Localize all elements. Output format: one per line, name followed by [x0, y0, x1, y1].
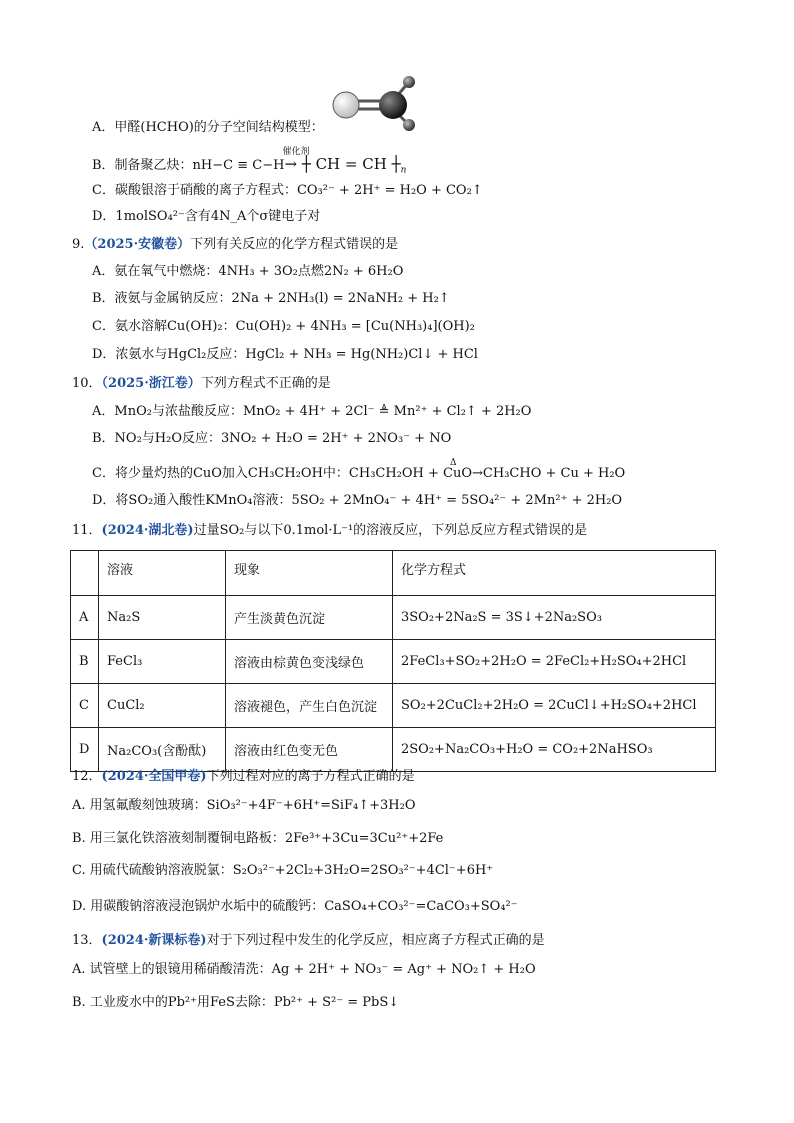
table-row: [71, 596, 716, 640]
q11-table: [70, 550, 716, 772]
table-header-row: [71, 551, 716, 596]
table-row: [71, 684, 716, 728]
table-cell: Na₂CO₃(含酚酞): [99, 728, 226, 772]
q10-option-c: C．将少量灼热的CuO加入CH₃CH₂OH中：CH₃CH₂OH + CuO→CH₃CHO + Cu + H₂O: [92, 466, 626, 481]
table-cell: 2FeCl₃+SO₂+2H₂O = 2FeCl₂+H₂SO₄+2HCl: [393, 640, 716, 684]
q13-number: 13．: [72, 933, 102, 948]
q11-source: (2024·湖北卷): [101, 523, 194, 538]
q10-stem: [72, 375, 331, 393]
table-cell: SO₂+2CuCl₂+2H₂O = 2CuCl↓+H₂SO₄+2HCl: [393, 684, 716, 728]
q8-option-b-n: n: [400, 165, 407, 176]
table-header-cell: 溶液: [99, 551, 226, 596]
table-cell: A: [71, 596, 99, 640]
q10-option-c-delta: Δ: [450, 458, 457, 468]
table-header-cell: [71, 551, 99, 596]
q12-option-d: D. 用碳酸钠溶液浸泡锅炉水垢中的硫酸钙：CaSO₄+CO₃²⁻=CaCO₃+SO₄²⁻: [72, 899, 518, 914]
table-row: [71, 640, 716, 684]
table-cell: B: [71, 640, 99, 684]
formaldehyde-model-icon: [330, 72, 422, 132]
q8-option-d: D．1molSO₄²⁻含有4N_A个σ键电子对: [92, 209, 321, 224]
table-cell: 溶液褪色，产生白色沉淀: [226, 684, 393, 728]
q9-option-a: A．氨在氧气中燃烧：4NH₃ + 3O₂点燃2N₂ + 6H₂O: [92, 264, 404, 279]
q10-option-d: D．将SO₂通入酸性KMnO₄溶液：5SO₂ + 2MnO₄⁻ + 4H⁺ = 5SO₄²⁻ + 2Mn²⁺ + 2H₂O: [92, 493, 623, 508]
q10-question: 下列方程式不正确的是: [200, 376, 331, 391]
q12-option-b: B. 用三氯化铁溶液刻制覆铜电路板：2Fe³⁺+3Cu=3Cu²⁺+2Fe: [72, 831, 444, 846]
q13-option-a: A. 试管壁上的银镜用稀硝酸清洗：Ag + 2H⁺ + NO₃⁻ = Ag⁺ + NO₂↑ + H₂O: [72, 962, 536, 977]
q10-option-b: B．NO₂与H₂O反应：3NO₂ + H₂O = 2H⁺ + 2NO₃⁻ + NO: [92, 431, 452, 446]
table-cell: 溶液由红色变无色: [226, 728, 393, 772]
q13-question: 对于下列过程中发生的化学反应，相应离子方程式正确的是: [206, 933, 545, 948]
table-cell: Na₂S: [99, 596, 226, 640]
q12-stem: [72, 768, 415, 786]
q11-number: 11．: [72, 523, 102, 538]
q10-option-a: A．MnO₂与浓盐酸反应：MnO₂ + 4H⁺ + 2Cl⁻ ≜ Mn²⁺ + Cl₂↑ + 2H₂O: [92, 404, 532, 419]
q11-stem: [72, 522, 587, 540]
table-cell: CuCl₂: [99, 684, 226, 728]
q9-question: 下列有关反应的化学方程式错误的是: [190, 237, 399, 252]
table-row: [71, 728, 716, 772]
q12-question: 下列过程对应的离子方程式正确的是: [206, 769, 415, 784]
q13-stem: [72, 932, 545, 950]
q12-option-a: A. 用氢氟酸刻蚀玻璃：SiO₃²⁻+4F⁻+6H⁺=SiF₄↑+3H₂O: [72, 798, 416, 813]
table-cell: FeCl₃: [99, 640, 226, 684]
table-cell: 3SO₂+2Na₂S = 3S↓+2Na₂SO₃: [393, 596, 716, 640]
q9-option-b: B．液氨与金属钠反应：2Na + 2NH₃(l) = 2NaNH₂ + H₂↑: [92, 291, 450, 306]
q12-option-c: C. 用硫代硫酸钠溶液脱氯：S₂O₃²⁻+2Cl₂+3H₂O=2SO₃²⁻+4Cl⁻+6H⁺: [72, 863, 494, 878]
q10-source: （2025·浙江卷）: [101, 376, 201, 391]
q13-source: (2024·新课标卷): [101, 933, 207, 948]
q9-option-c: C．氨水溶解Cu(OH)₂：Cu(OH)₂ + 4NH₃ = [Cu(NH₃)₄](OH)₂: [92, 319, 475, 334]
q8-option-b-lhs: B．制备聚乙炔：nH−C ≡ C−H: [92, 158, 285, 173]
q9-source: （2025·安徽卷）: [84, 237, 191, 252]
q11-question: 过量SO₂与以下0.1mol·L⁻¹的溶液反应，下列总反应方程式错误的是: [193, 523, 588, 538]
q9-stem: [72, 236, 398, 254]
q8-option-b-rhs: → ┼ CH = CH ┼: [284, 155, 401, 173]
q12-source: (2024·全国甲卷): [101, 769, 207, 784]
q12-number: 12．: [72, 769, 102, 784]
table-cell: C: [71, 684, 99, 728]
q8-option-b: [92, 147, 407, 176]
q8-option-a: A．甲醛(HCHO)的分子空间结构模型：: [92, 120, 324, 135]
table-cell: 产生淡黄色沉淀: [226, 596, 393, 640]
table-cell: D: [71, 728, 99, 772]
q8-option-c: C．碳酸银溶于硝酸的离子方程式：CO₃²⁻ + 2H⁺ = H₂O + CO₂↑: [92, 183, 483, 198]
q9-option-d: D．浓氨水与HgCl₂反应：HgCl₂ + NH₃ = Hg(NH₂)Cl↓ + HCl: [92, 347, 478, 362]
q9-number: 9.: [72, 237, 85, 252]
q13-option-b: B. 工业废水中的Pb²⁺用FeS去除：Pb²⁺ + S²⁻ = PbS↓: [72, 995, 400, 1010]
q8-option-b-catalyst: 催化剂: [282, 147, 310, 157]
q10-number: 10．: [72, 376, 102, 391]
table-header-cell: 现象: [226, 551, 393, 596]
table-cell: 2SO₂+Na₂CO₃+H₂O = CO₂+2NaHSO₃: [393, 728, 716, 772]
table-cell: 溶液由棕黄色变浅绿色: [226, 640, 393, 684]
table-header-cell: 化学方程式: [393, 551, 716, 596]
